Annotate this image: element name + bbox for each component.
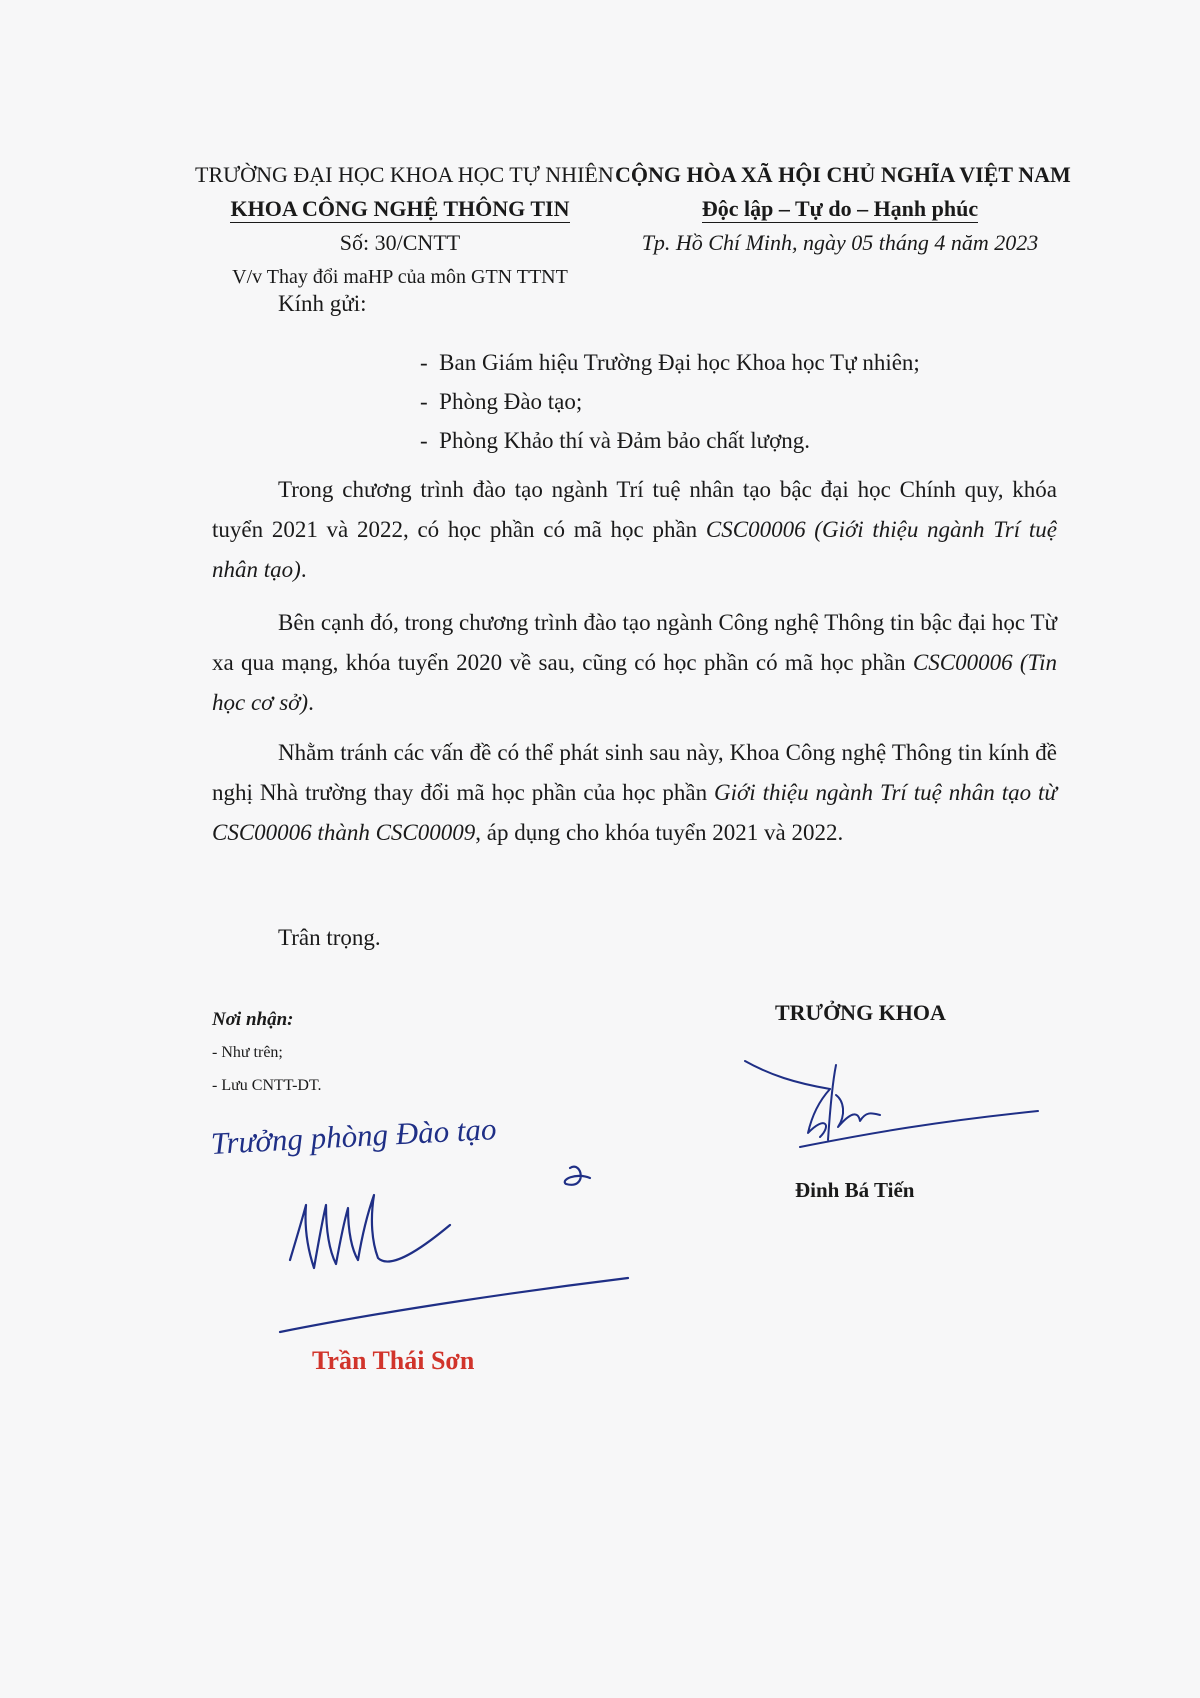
dean-signature-icon bbox=[740, 1055, 1060, 1165]
doc-subject: V/v Thay đổi maHP của môn GTN TTNT bbox=[232, 266, 568, 288]
distribution-block bbox=[212, 1003, 322, 1102]
place-date: Tp. Hồ Chí Minh, ngày 05 tháng 4 năm 2023 bbox=[641, 230, 1039, 255]
dean-title: TRƯỞNG KHOA bbox=[775, 1000, 946, 1025]
list-item: - Phòng Đào tạo; bbox=[420, 389, 583, 414]
recipient-list bbox=[420, 343, 920, 460]
org-unit: KHOA CÔNG NGHỆ THÔNG TIN bbox=[230, 196, 570, 221]
paragraph-1: Trong chương trình đào tạo ngành Trí tuệ nhân tạo bậc đại học Chính quy, khóa tuyển 2021 và 2022, có học phần có mã học phần CSC00006 (Giới thiệu ngành Trí tuệ nhân tạo). bbox=[212, 477, 1057, 582]
paragraph-2: Bên cạnh đó, trong chương trình đào tạo ngành Công nghệ Thông tin bậc đại học Từ xa qua mạng, khóa tuyển 2020 về sau, cũng có học phần có mã học phần CSC00006 (Tin học cơ sở). bbox=[212, 610, 1057, 715]
list-item: - Ban Giám hiệu Trường Đại học Khoa học Tự nhiên; bbox=[420, 350, 920, 375]
training-signature-icon bbox=[270, 1150, 670, 1330]
motto: Độc lập – Tự do – Hạnh phúc bbox=[701, 196, 979, 221]
closing: Trân trọng. bbox=[278, 925, 381, 950]
list-item: - Như trên; bbox=[212, 1044, 283, 1061]
list-item: - Phòng Khảo thí và Đảm bảo chất lượng. bbox=[420, 428, 811, 453]
distribution-title: Nơi nhận: bbox=[212, 1009, 294, 1030]
list-item: - Lưu CNTT-DT. bbox=[212, 1077, 322, 1094]
doc-number: Số: 30/CNTT bbox=[339, 230, 461, 255]
nation-title: CỘNG HÒA XÃ HỘI CHỦ NGHĨA VIỆT NAM bbox=[615, 162, 1071, 187]
header-left bbox=[195, 158, 614, 294]
salutation: Kính gửi: bbox=[278, 291, 367, 316]
handwritten-note: Trưởng phòng Đào tạo bbox=[210, 1111, 498, 1161]
dean-name: Đinh Bá Tiến bbox=[795, 1178, 915, 1202]
training-head-name: Trần Thái Sơn bbox=[312, 1346, 475, 1375]
paragraph-3: Nhằm tránh các vấn đề có thể phát sinh sau này, Khoa Công nghệ Thông tin kính đề nghị Nhà trường thay đổi mã học phần của học phần Giới thiệu ngành Trí tuệ nhân tạo từ CSC00006 thành CSC00009, áp dụng cho khóa tuyển 2021 và 2022. bbox=[212, 740, 1057, 845]
org-parent: TRƯỜNG ĐẠI HỌC KHOA HỌC TỰ NHIÊN bbox=[195, 162, 614, 187]
header-right bbox=[615, 158, 1071, 260]
